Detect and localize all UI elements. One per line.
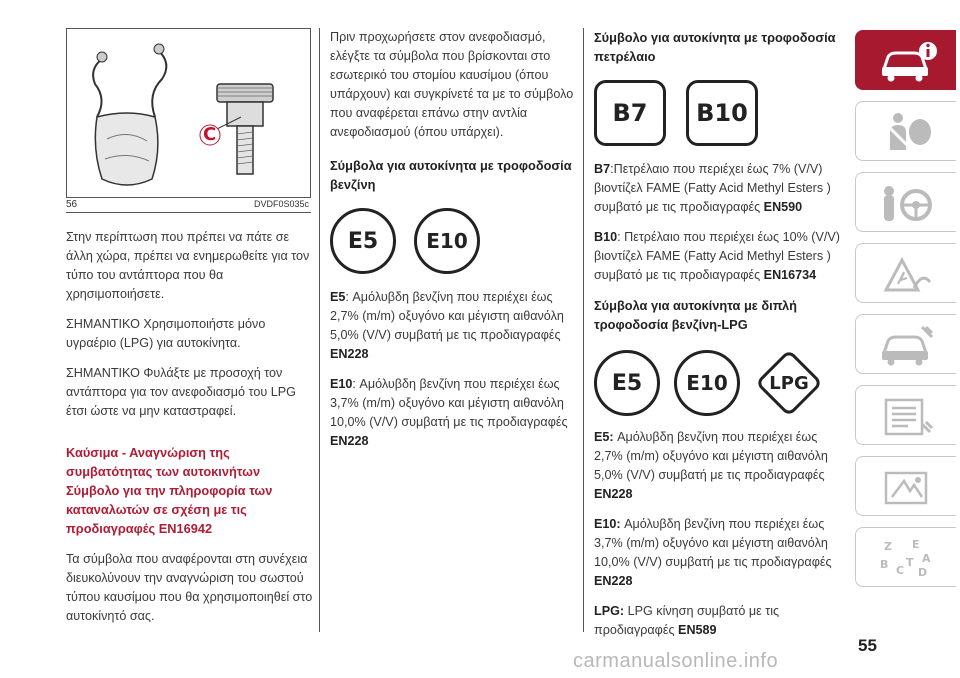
- tab-starting-driving[interactable]: [855, 172, 956, 232]
- watermark: carmanualsonline.info: [573, 650, 779, 672]
- figure-divider: [66, 212, 311, 213]
- column-divider-2: [583, 28, 584, 632]
- key-steering-wheel-icon: [878, 181, 938, 225]
- tab-index[interactable]: [855, 527, 956, 587]
- lpg-standard: EN589: [678, 623, 717, 637]
- e10-bifuel-symbol: E10: [674, 350, 740, 416]
- e5-label: E5: [330, 290, 346, 304]
- lpg-label: LPG:: [594, 604, 625, 618]
- e10-fuel-symbol: E10: [414, 208, 480, 274]
- e5-standard: EN228: [330, 347, 369, 361]
- e10-bifuel-standard: EN228: [594, 574, 633, 588]
- adapter-figure: [66, 28, 311, 198]
- e5-text: : Αμόλυβδη βενζίνη που περιέχει έως 2,7% (m/m) οξυγόνο και μέγιστη αιθανόλη 5,0% (V/V) συμβατή με τις προδιαγραφές: [330, 290, 564, 342]
- e5-bifuel-description: [594, 428, 840, 504]
- b7-text: :Πετρέλαιο που περιέχει έως 7% (V/V) βιοντίζελ FAME (Fatty Acid Methyl Esters ) συμβατό με τις προδιαγραφές: [594, 162, 831, 214]
- paragraph-check-symbols: Πριν προχωρήσετε στον ανεφοδιασμό, ελέγξτε τα σύμβολα που βρίσκονται στο εσωτερικό του στομίου καυσίμου (όπου υπάρχουν) και συγκρίνετέ τα με το σύμβολο που αναφέρεται επάνω στην αντλία ανεφοδιασμού (όπου υπάρχει).: [330, 30, 574, 139]
- index-letter-t: T: [906, 556, 914, 569]
- lpg-fuel-symbol: [754, 348, 824, 418]
- lpg-adapter-illustration: [67, 29, 310, 197]
- section-heading-diesel-symbols: Σύμβολο για αυτοκίνητα με τροφοδοσία πετρέλαιο: [594, 30, 836, 64]
- b10-description: [594, 228, 840, 285]
- section-heading-fuel-compatibility: Καύσιμα - Αναγνώριση της συμβατότητας των αυτοκινήτων Σύμβολο για την πληροφορία των καταναλωτών σε σχέση με τις προδιαγραφές EN16942: [66, 445, 273, 536]
- e5-description: [330, 288, 580, 364]
- index-letter-e: E: [912, 538, 920, 551]
- alphabetical-index-icon: [878, 536, 938, 580]
- b7-fuel-symbol: B7: [594, 80, 666, 146]
- specifications-list-icon: [878, 394, 938, 438]
- b7-description: [594, 160, 840, 217]
- column-1: [66, 228, 316, 637]
- index-letter-a: A: [922, 552, 931, 565]
- multimedia-icon: [878, 465, 938, 509]
- e10-bifuel-text: Αμόλυβδη βενζίνη που περιέχει έως 3,7% (m/m) οξυγόνο και μέγιστη αιθανόλη 10,0% (V/V) συμβατή με τις προδιαγραφές: [594, 517, 832, 569]
- figure-callout-label: C: [203, 124, 217, 145]
- e5-bifuel-label: E5:: [594, 430, 614, 444]
- e5-fuel-symbol: E5: [330, 208, 396, 274]
- paragraph-important-lpg-only: ΣΗΜΑΝΤΙΚΟ Χρησιμοποιήστε μόνο υγραέριο (LPG) για αυτοκίνητα.: [66, 317, 266, 350]
- column-3: [594, 28, 840, 651]
- figure-number: 56: [66, 199, 78, 210]
- car-maintenance-icon: [878, 323, 938, 367]
- e5-bifuel-symbol: E5: [594, 350, 660, 416]
- bifuel-symbols-row: [594, 348, 840, 418]
- e5-bifuel-standard: EN228: [594, 487, 633, 501]
- e10-bifuel-description: [594, 515, 840, 591]
- index-letter-b: B: [880, 558, 889, 571]
- column-divider-1: [319, 28, 320, 632]
- tab-emergency[interactable]: [855, 243, 956, 303]
- e10-standard: EN228: [330, 434, 369, 448]
- paragraph-symbols-intro: Τα σύμβολα που αναφέρονται στη συνέχεια διευκολύνουν την αναγνώριση του σωστού τύπου καυσίμου που θα χρησιμοποιηθεί στο αυτοκίνητό σας.: [66, 552, 313, 623]
- index-letter-z: Z: [884, 540, 892, 553]
- paragraph-adapter-abroad: Στην περίπτωση που πρέπει να πάτε σε άλλη χώρα, πρέπει να ενημερωθείτε για τον τύπο του αντάπτορα που θα χρησιμοποιήσετε.: [66, 230, 310, 301]
- index-letter-d: D: [918, 566, 928, 579]
- figure-code: DVDF0S035c: [254, 199, 310, 209]
- b7-label: B7: [594, 162, 611, 176]
- b10-label: B10: [594, 230, 618, 244]
- petrol-symbols-row: [330, 208, 580, 274]
- section-heading-petrol-symbols: Σύμβολα για αυτοκίνητα με τροφοδοσία βενζίνη: [330, 158, 572, 192]
- chapter-tabs: [855, 30, 960, 598]
- column-2: [330, 28, 580, 462]
- e10-description: [330, 375, 580, 451]
- page-number: 55: [858, 636, 877, 655]
- tab-car-info[interactable]: [855, 30, 956, 90]
- car-info-icon: [878, 39, 938, 83]
- breakdown-warning-icon: [878, 252, 938, 296]
- tab-maintenance[interactable]: [855, 314, 956, 374]
- b10-text: : Πετρέλαιο που περιέχει έως 10% (V/V) βιοντίζελ FAME (Fatty Acid Methyl Esters ) συμβατό με τις προδιαγραφές: [594, 230, 840, 282]
- tab-multimedia[interactable]: [855, 456, 956, 516]
- paragraph-important-keep-adapter: ΣΗΜΑΝΤΙΚΟ Φυλάξτε με προσοχή τον αντάπτορα για τον ανεφοδιασμό του LPG έτσι ώστε να μην καταστραφεί.: [66, 366, 296, 418]
- e5-bifuel-text: Αμόλυβδη βενζίνη που περιέχει έως 2,7% (m/m) οξυγόνο και μέγιστη αιθανόλη 5,0% (V/V) συμβατή με τις προδιαγραφές: [594, 430, 828, 482]
- e10-text: : Αμόλυβδη βενζίνη που περιέχει έως 3,7% (m/m) οξυγόνο και μέγιστη αιθανόλη 10,0% (V/V) συμβατή με τις προδιαγραφές: [330, 377, 568, 429]
- diesel-symbols-row: [594, 80, 840, 146]
- tab-safety[interactable]: [855, 101, 956, 161]
- tab-technical-data[interactable]: [855, 385, 956, 445]
- b10-fuel-symbol: B10: [686, 80, 758, 146]
- e10-bifuel-label: E10:: [594, 517, 621, 531]
- b10-standard: EN16734: [763, 268, 817, 282]
- lpg-description: [594, 602, 840, 640]
- b7-standard: EN590: [763, 200, 803, 214]
- lpg-text: LPG κίνηση συμβατό με τις προδιαγραφές: [594, 604, 780, 637]
- seatbelt-airbag-icon: [878, 110, 938, 154]
- index-letter-c: C: [896, 564, 905, 577]
- lpg-symbol-text: LPG: [769, 372, 809, 394]
- e10-label: E10: [330, 377, 353, 391]
- section-heading-bifuel-symbols: Σύμβολα για αυτοκίνητα με διπλή τροφοδοσία βενζίνη-LPG: [594, 298, 797, 332]
